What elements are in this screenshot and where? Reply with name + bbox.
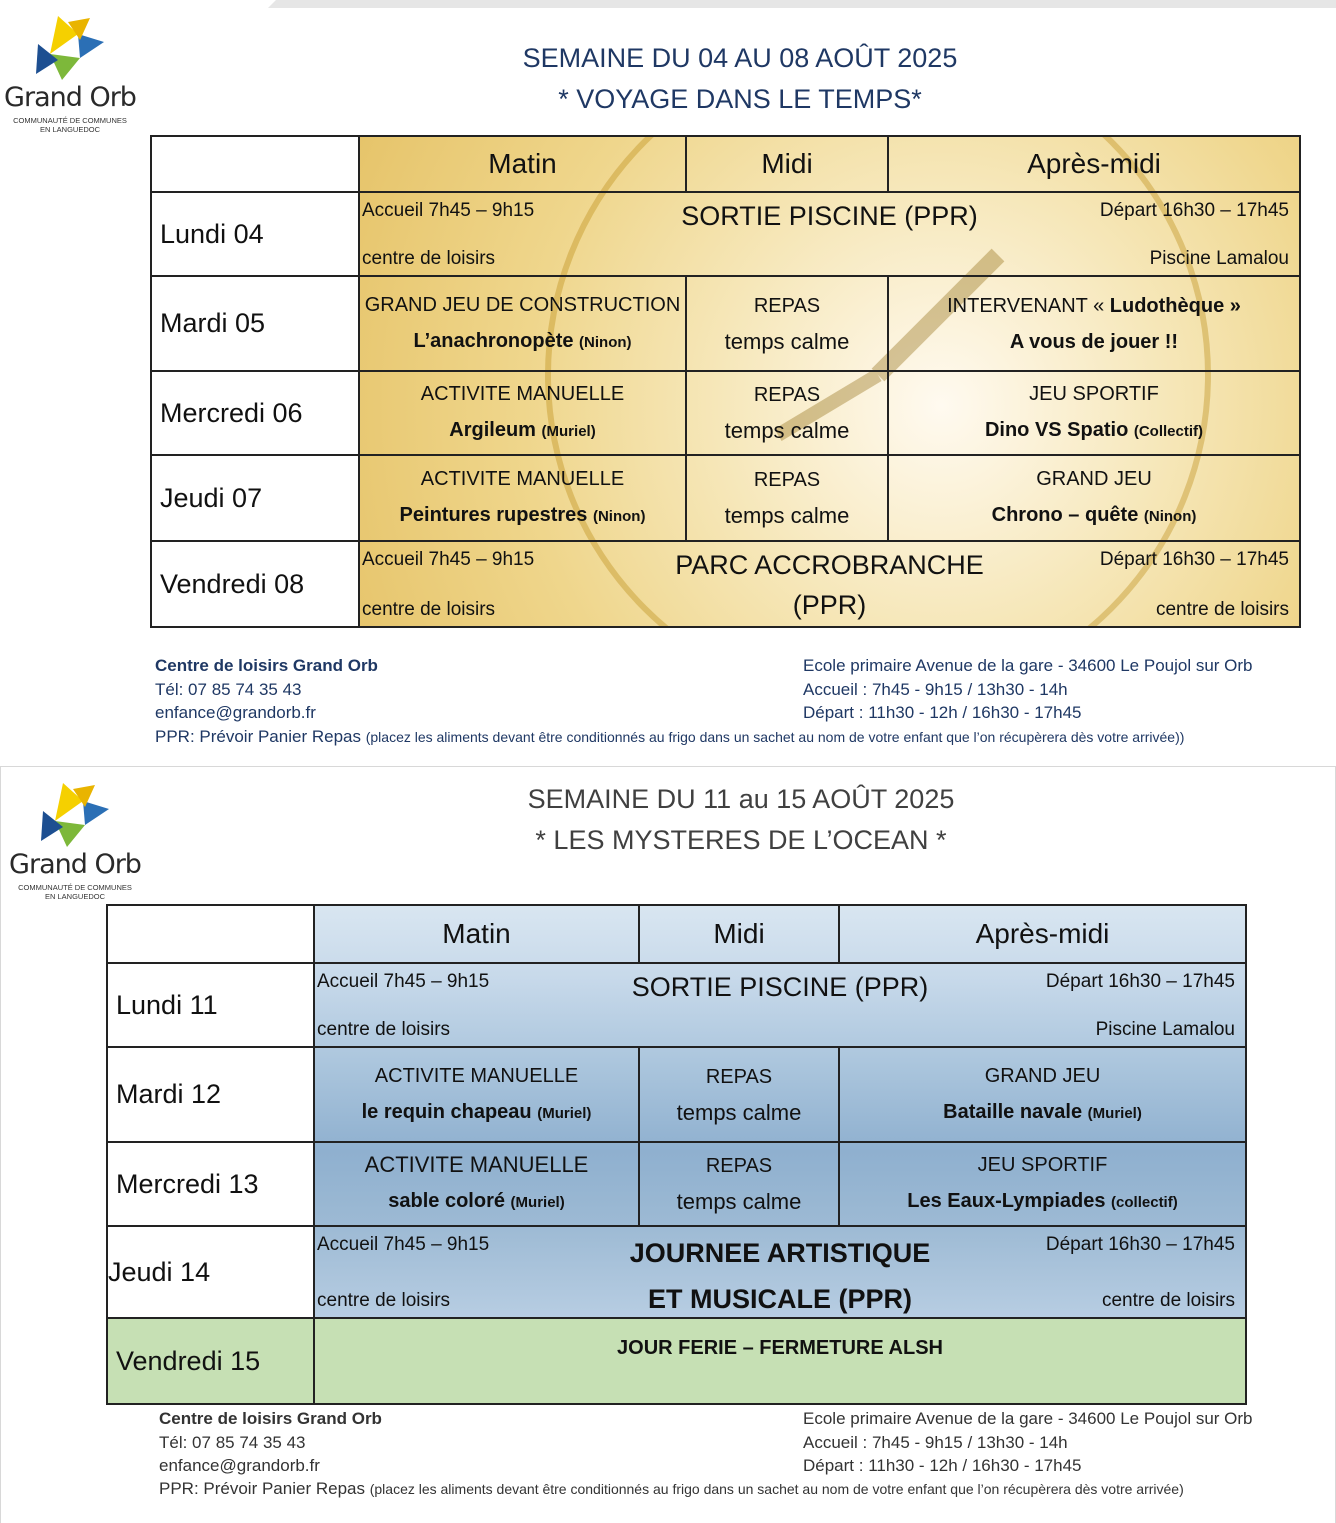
departure-place: centre de loisirs — [1101, 1290, 1235, 1311]
activity-leader: (Collectif) — [1133, 423, 1204, 440]
footer-ppr-note — [159, 1479, 1184, 1499]
footer-email: enfance@grandorb.fr — [155, 703, 316, 722]
week1-title-line1: SEMAINE DU 04 AU 08 AOÛT 2025 — [522, 43, 958, 73]
logo-subtitle-line1: COMMUNAUTÉ DE COMMUNES — [18, 883, 132, 892]
mercredi-midi-cell — [639, 1142, 839, 1226]
footer-phone: Tél: 07 85 74 35 43 — [159, 1432, 306, 1452]
logo-name: Grand Orb — [4, 82, 136, 113]
ppr-label: PPR: Prévoir Panier Repas — [159, 1479, 365, 1498]
activity-type: ACTIVITE MANUELLE — [364, 1152, 589, 1177]
week2-title-line1: SEMAINE DU 11 au 15 AOÛT 2025 — [527, 784, 955, 814]
lunch-label: REPAS — [705, 1065, 773, 1088]
footer-address-line: Ecole primaire Avenue de la gare - 34600 Le Poujol sur Orb — [803, 656, 1253, 675]
activity-type: JEU SPORTIF — [977, 1154, 1108, 1176]
vendredi-outing-cell — [359, 541, 1300, 627]
ppr-details: (placez les aliments devant être conditionnés au frigo dans un sachet au nom de votre enfant que l’on récupèrera dès votre arrivée)) — [365, 729, 1185, 745]
activity-leader: (Muriel) — [541, 423, 596, 440]
event-title-line2: ET MUSICALE (PPR) — [647, 1284, 912, 1314]
departure-place: Piscine Lamalou — [1095, 1019, 1235, 1040]
footer-ppr-note — [155, 727, 1184, 747]
activity-name: sable coloré — [388, 1190, 505, 1212]
logo-emblem-icon — [33, 781, 113, 851]
logo-subtitle — [0, 116, 140, 134]
week1-title-line2: * VOYAGE DANS LE TEMPS* — [558, 84, 922, 114]
corner-cell — [151, 136, 359, 192]
logo-emblem-icon — [28, 14, 108, 84]
departure-place: Piscine Lamalou — [1149, 248, 1289, 269]
week2-title-line2: * LES MYSTERES DE L’OCEAN * — [535, 825, 947, 855]
mercredi-midi-cell — [686, 371, 888, 455]
activity-name: Argileum — [449, 419, 536, 441]
activity-leader: (Muriel) — [1087, 1104, 1142, 1122]
activity-name: Peintures rupestres — [399, 504, 588, 526]
activity-slogan: A vous de jouer !! — [1009, 330, 1179, 353]
week2-title — [301, 779, 1181, 861]
header-midi: Midi — [639, 905, 839, 963]
jeudi-matin-cell — [359, 455, 686, 541]
footer-org: Centre de loisirs Grand Orb — [155, 656, 378, 675]
day-jeudi: Jeudi 14 — [107, 1226, 314, 1318]
lundi-outing-cell — [314, 963, 1246, 1047]
header-apres-midi: Après-midi — [888, 136, 1300, 192]
mardi-am-cell — [888, 276, 1300, 371]
week1-title — [300, 38, 1180, 120]
week2-schedule-table — [106, 904, 1247, 1405]
logo-subtitle — [5, 883, 145, 901]
activity-name: Ludothèque » — [1109, 294, 1241, 317]
activity-name: Dino VS Spatio — [984, 419, 1129, 441]
arrival-place: centre de loisirs — [362, 599, 496, 620]
departure-time: Départ 16h30 – 17h45 — [1045, 1234, 1235, 1255]
footer-depart: Départ : 11h30 - 12h / 16h30 - 17h45 — [803, 703, 1082, 722]
mardi-matin-cell — [359, 276, 686, 371]
departure-time: Départ 16h30 – 17h45 — [1099, 549, 1289, 570]
activity-type: INTERVENANT « — [947, 294, 1105, 317]
arrival-time: Accueil 7h45 – 9h15 — [362, 549, 535, 570]
corner-cell — [107, 905, 314, 963]
footer-email: enfance@grandorb.fr — [159, 1456, 320, 1475]
departure-time: Départ 16h30 – 17h45 — [1099, 200, 1289, 221]
day-jeudi: Jeudi 07 — [151, 455, 359, 541]
mardi-am-cell — [839, 1047, 1246, 1142]
event-title-line1: JOURNEE ARTISTIQUE — [629, 1238, 931, 1268]
holiday-closure-cell: JOUR FERIE – FERMETURE ALSH — [314, 1318, 1246, 1404]
header-midi: Midi — [686, 136, 888, 192]
rest-label: temps calme — [724, 328, 850, 354]
header-matin: Matin — [314, 905, 639, 963]
arrival-time: Accueil 7h45 – 9h15 — [317, 1234, 490, 1255]
activity-name: L’anachronopète — [413, 329, 574, 352]
activity-type: JEU SPORTIF — [1029, 383, 1159, 405]
rest-label: temps calme — [676, 1189, 802, 1214]
arrival-place: centre de loisirs — [362, 248, 496, 269]
day-mardi: Mardi 05 — [151, 276, 359, 371]
header-apres-midi: Après-midi — [839, 905, 1246, 963]
footer-address — [803, 1407, 1253, 1478]
day-mercredi: Mercredi 06 — [151, 371, 359, 455]
arrival-place: centre de loisirs — [317, 1290, 451, 1311]
day-mardi: Mardi 12 — [107, 1047, 314, 1142]
activity-leader: (Muriel) — [510, 1194, 565, 1211]
activity-type: ACTIVITE MANUELLE — [420, 468, 625, 490]
footer-address — [803, 654, 1253, 725]
day-vendredi: Vendredi 08 — [151, 541, 359, 627]
footer-phone: Tél: 07 85 74 35 43 — [155, 679, 302, 699]
mercredi-matin-cell — [359, 371, 686, 455]
header-matin: Matin — [359, 136, 686, 192]
day-mercredi: Mercredi 13 — [107, 1142, 314, 1226]
activity-name: le requin chapeau — [361, 1100, 532, 1123]
lunch-label: REPAS — [753, 469, 821, 491]
jeudi-am-cell — [888, 455, 1300, 541]
mercredi-matin-cell — [314, 1142, 639, 1226]
departure-place: centre de loisirs — [1155, 599, 1289, 620]
jeudi-midi-cell — [686, 455, 888, 541]
page-top-strip — [268, 0, 1336, 8]
activity-type: ACTIVITE MANUELLE — [420, 383, 625, 405]
activity-name: Chrono – quête — [991, 504, 1139, 526]
activity-leader: (Ninon) — [592, 508, 646, 525]
footer-address-line: Ecole primaire Avenue de la gare - 34600 Le Poujol sur Orb — [803, 1409, 1253, 1428]
mercredi-am-cell — [888, 371, 1300, 455]
lundi-outing-cell — [359, 192, 1300, 276]
activity-leader: (collectif) — [1111, 1194, 1178, 1211]
departure-time: Départ 16h30 – 17h45 — [1045, 971, 1235, 992]
activity-leader: (Ninon) — [579, 333, 632, 351]
mardi-midi-cell — [639, 1047, 839, 1142]
arrival-time: Accueil 7h45 – 9h15 — [317, 971, 490, 992]
lunch-label: REPAS — [753, 384, 821, 406]
arrival-place: centre de loisirs — [317, 1019, 451, 1040]
logo-subtitle-line2: EN LANGUEDOC — [44, 892, 105, 901]
ppr-label: PPR: Prévoir Panier Repas — [155, 727, 361, 746]
footer-org: Centre de loisirs Grand Orb — [159, 1409, 382, 1428]
rest-label: temps calme — [724, 503, 850, 528]
rest-label: temps calme — [676, 1099, 802, 1125]
grand-orb-logo — [0, 14, 140, 139]
mardi-matin-cell — [314, 1047, 639, 1142]
outing-title-line1: PARC ACCROBRANCHE — [675, 550, 984, 580]
day-vendredi: Vendredi 15 — [107, 1318, 314, 1404]
logo-name: Grand Orb — [9, 849, 141, 880]
lunch-label: REPAS — [753, 294, 821, 317]
week2-page — [0, 766, 1336, 1523]
activity-type: GRAND JEU — [984, 1064, 1101, 1087]
outing-title: SORTIE PISCINE (PPR) — [681, 201, 978, 231]
lunch-label: REPAS — [705, 1155, 773, 1177]
footer-accueil: Accueil : 7h45 - 9h15 / 13h30 - 14h — [803, 1432, 1068, 1452]
activity-leader: (Ninon) — [1143, 508, 1197, 525]
ppr-details: (placez les aliments devant être conditionnés au frigo dans un sachet au nom de votre enfant que l’on récupèrera dès votre arrivée) — [369, 1481, 1184, 1497]
activity-leader: (Muriel) — [537, 1104, 592, 1122]
week1-schedule-table — [150, 135, 1301, 628]
activity-type: GRAND JEU DE CONSTRUCTION — [364, 293, 681, 316]
grand-orb-logo — [5, 781, 145, 906]
jeudi-event-cell — [314, 1226, 1246, 1318]
outing-title: SORTIE PISCINE (PPR) — [631, 972, 929, 1002]
activity-name: Bataille navale — [943, 1100, 1083, 1123]
week1-page — [0, 0, 1336, 755]
logo-subtitle-line1: COMMUNAUTÉ DE COMMUNES — [13, 116, 127, 125]
activity-type: GRAND JEU — [1036, 468, 1152, 490]
footer-accueil: Accueil : 7h45 - 9h15 / 13h30 - 14h — [803, 679, 1068, 699]
activity-type: ACTIVITE MANUELLE — [374, 1064, 579, 1087]
day-lundi: Lundi 04 — [151, 192, 359, 276]
footer-contact — [159, 1407, 382, 1478]
day-lundi: Lundi 11 — [107, 963, 314, 1047]
outing-title-line2: (PPR) — [792, 590, 867, 620]
footer-depart: Départ : 11h30 - 12h / 16h30 - 17h45 — [803, 1456, 1082, 1475]
mardi-midi-cell — [686, 276, 888, 371]
mercredi-am-cell — [839, 1142, 1246, 1226]
activity-name: Les Eaux-Lympiades — [907, 1190, 1106, 1212]
logo-subtitle-line2: EN LANGUEDOC — [39, 125, 100, 134]
footer-contact — [155, 654, 378, 725]
arrival-time: Accueil 7h45 – 9h15 — [362, 200, 535, 221]
rest-label: temps calme — [724, 418, 850, 443]
